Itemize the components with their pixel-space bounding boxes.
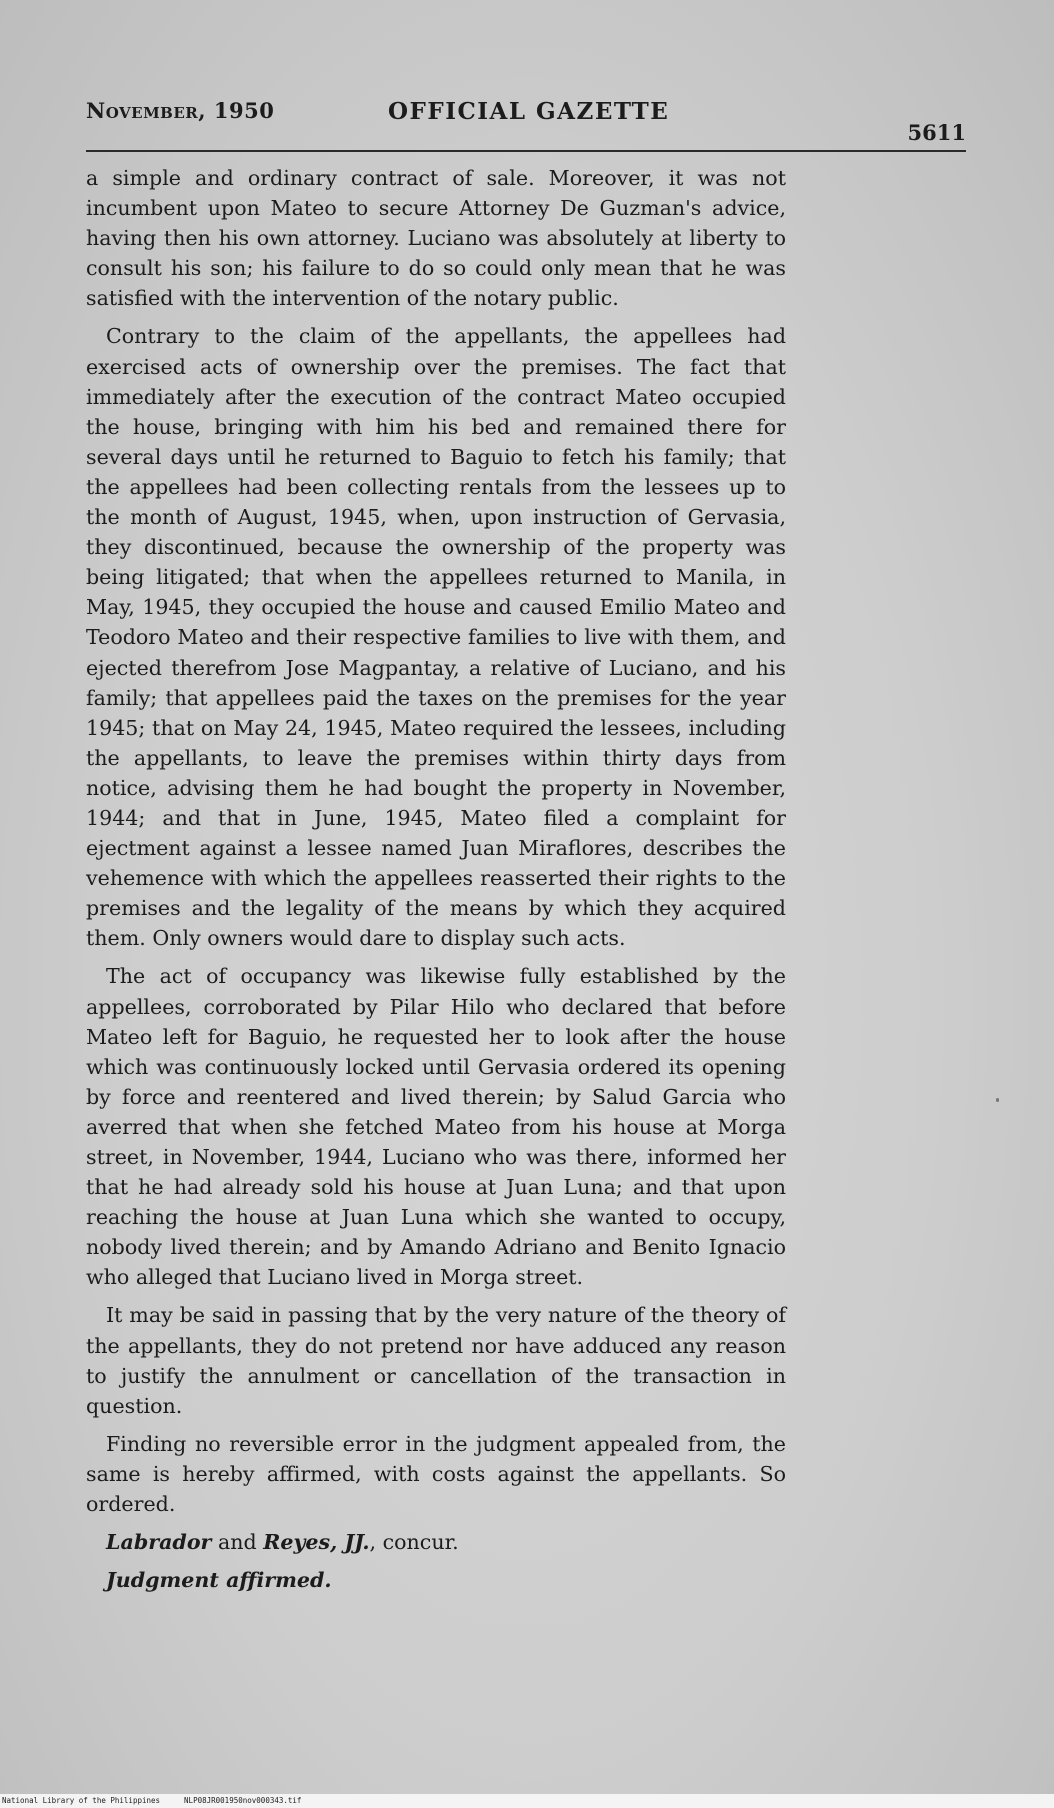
judgment-line: Judgment affirmed. [106,1568,332,1593]
scan-speck [996,1098,999,1102]
page-header [86,98,966,146]
header-date [86,98,274,123]
concur-and: and [211,1530,264,1555]
paragraph-4: It may be said in passing that by the very nature of the theory of the appellants, they do not pretend nor have adduced any reason to justify the annulment or cancellation of the transaction in question. [86,1303,786,1418]
document-body [86,163,786,1603]
header-rule [86,150,966,152]
paragraph-3: The act of occupancy was likewise fully established by the appellees, corroborated by Pilar Hilo who declared that before Mateo left for Baguio, he requested her to look after the house which was continuously locked until Gervasia ordered its opening by force and reentered and lived therein; by Salud Garcia who averred that when she fetched Mateo from his house at Morga street, in November, 1944, Luciano who was there, informed her that he had already sold his house at Juan Luna; and that upon reaching the house at Juan Luna which she wanted to occupy, nobody lived therein; and by Amando Adriano and Benito Ignacio who alleged that Luciano lived in Morga street. [86,964,786,1290]
concur-name-1: Labrador [106,1530,212,1555]
page-number: 5611 [907,120,966,145]
paragraph-5: Finding no reversible error in the judgment appealed from, the same is hereby affirmed, with costs against the appellants. So ordered. [86,1431,786,1517]
header-month: November [86,98,199,123]
concurrence-line [86,1527,786,1557]
concur-name-2: Reyes, JJ. [263,1530,370,1555]
paragraph-1: a simple and ordinary contract of sale. Moreover, it was not incumbent upon Mateo to secure Attorney De Guzman's advice, having then his own attorney. Luciano was absolutely at liberty to consult his son; his failure to do so could only mean that he was satisfied with the intervention of the notary public. [86,166,786,311]
concur-tail: , concur. [369,1530,459,1555]
footer-filename: NLP08JR001950nov000343.tif [184,1796,302,1805]
paragraph-2: Contrary to the claim of the appellants, the appellees had exercised acts of ownership over the premises. The fact that immediately after the execution of the contract Mateo occupied the house, bringing with him his bed and remained there for several days until he returned to Baguio to fetch his family; that the appellees had been collecting rentals from the lessees up to the month of August, 1945, when, upon instruction of Gervasia, they discontinued, because the ownership of the property was being litigated; that when the appellees returned to Manila, in May, 1945, they occupied the house and caused Emilio Mateo and Teodoro Mateo and their respective families to live with them, and ejected therefrom Jose Magpantay, a relative of Luciano, and his family; that appellees paid the taxes on the premises for the year 1945; that on May 24, 1945, Mateo required the lessees, including the appellants, to leave the premises within thirty days from notice, advising them he had bought the property in November, 1944; and that in June, 1945, Mateo filed a complaint for ejectment against a lessee named Juan Miraflores, describes the vehemence with which the appellees reasserted their rights to the premises and the legality of the means by which they acquired them. Only owners would dare to display such acts. [86,324,786,951]
footer-library: National Library of the Philippines [2,1796,161,1805]
scan-footer [0,1794,1054,1808]
header-title: OFFICIAL GAZETTE [388,98,670,125]
header-year: , 1950 [198,98,275,123]
